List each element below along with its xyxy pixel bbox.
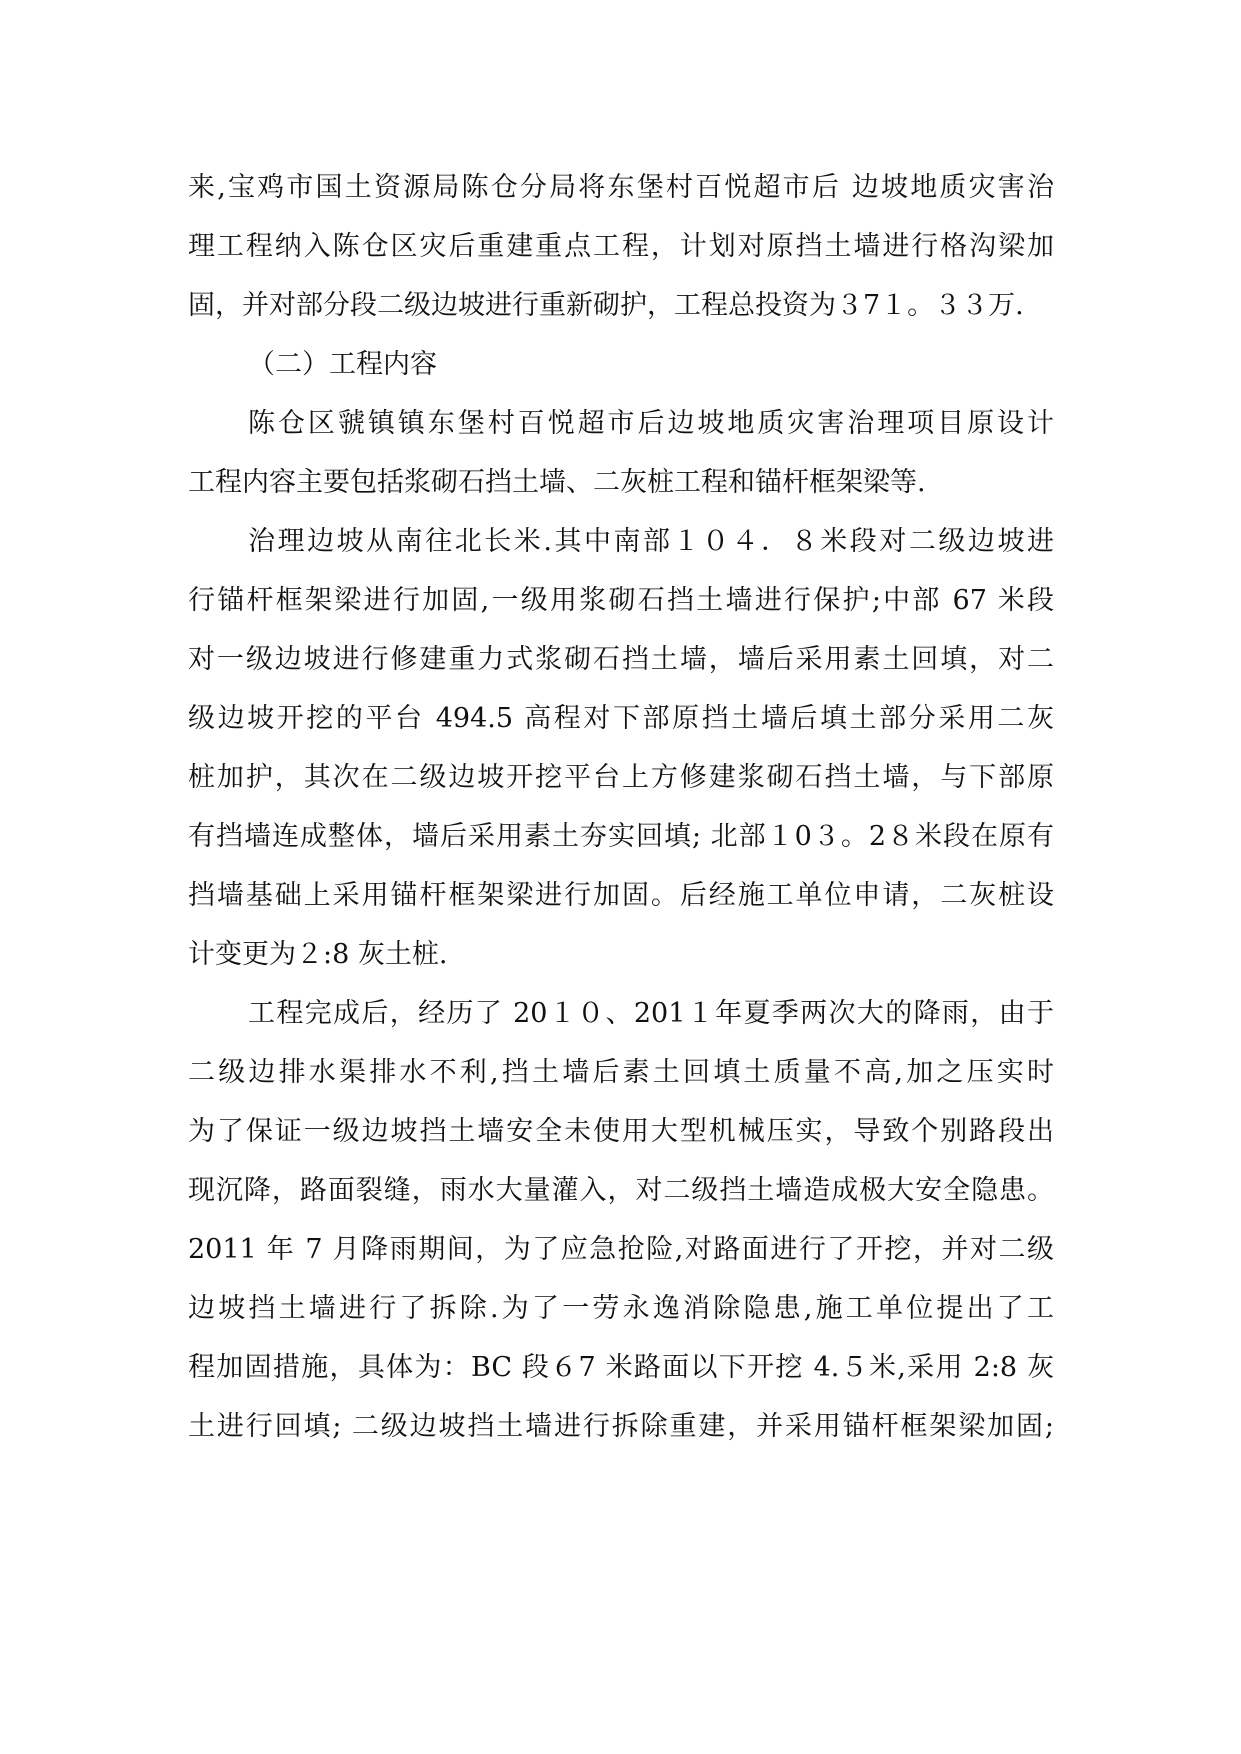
text-line: 二级边排水渠排水不利,挡土墙后素土回填土质量不高,加之压实时 (188, 1057, 1054, 1088)
text-line: 级边坡开挖的平台 494.5 高程对下部原挡土墙后填土部分采用二灰 (188, 703, 1054, 734)
text-line: 有挡墙连成整体，墙后采用素土夯实回填; 北部１0３。2８米段在原有 (188, 821, 1054, 852)
text-line: 计变更为２:8 灰土桩. (188, 939, 448, 970)
text-line: 桩加护，其次在二级边坡开挖平台上方修建浆砌石挡土墙，与下部原 (188, 762, 1054, 793)
text-line: 对一级边坡进行修建重力式浆砌石挡土墙，墙后采用素土回填，对二 (188, 644, 1054, 675)
text-line: 2011 年 7 月降雨期间，为了应急抢险,对路面进行了开挖，并对二级 (188, 1234, 1054, 1265)
section-heading: （二）工程内容 (248, 349, 437, 380)
document-body (188, 158, 1054, 1456)
text-line: 来,宝鸡市国土资源局陈仓分局将东堡村百悦超市后 边坡地质灾害治 (188, 172, 1054, 203)
text-line: 行锚杆框架梁进行加固,一级用浆砌石挡土墙进行保护;中部 67 米段 (188, 585, 1054, 616)
text-line: 陈仓区虢镇镇东堡村百悦超市后边坡地质灾害治理项目原设计 (248, 408, 1054, 439)
text-line: 工程完成后，经历了 20１０、201１年夏季两次大的降雨，由于 (248, 998, 1054, 1029)
text-line: 固，并对部分段二级边坡进行重新砌护，工程总投资为３7１。３３万. (188, 290, 1024, 321)
text-line: 理工程纳入陈仓区灾后重建重点工程，计划对原挡土墙进行格沟梁加 (188, 231, 1054, 262)
text-line: 程加固措施，具体为：BC 段６7 米路面以下开挖 4.５米,采用 2:8 灰 (188, 1352, 1054, 1383)
text-line: 现沉降，路面裂缝，雨水大量灌入，对二级挡土墙造成极大安全隐患。 (188, 1175, 1054, 1206)
text-line: 边坡挡土墙进行了拆除.为了一劳永逸消除隐患,施工单位提出了工 (188, 1293, 1054, 1324)
text-line: 工程内容主要包括浆砌石挡土墙、二灰桩工程和锚杆框架梁等. (188, 467, 926, 498)
text-line: 土进行回填; 二级边坡挡土墙进行拆除重建，并采用锚杆框架梁加固; (188, 1411, 1054, 1442)
text-line: 挡墙基础上采用锚杆框架梁进行加固。后经施工单位申请，二灰桩设 (188, 880, 1054, 911)
text-line: 治理边坡从南往北长米.其中南部１０４．８米段对二级边坡进 (248, 526, 1054, 557)
text-line: 为了保证一级边坡挡土墙安全未使用大型机械压实，导致个别路段出 (188, 1116, 1054, 1147)
